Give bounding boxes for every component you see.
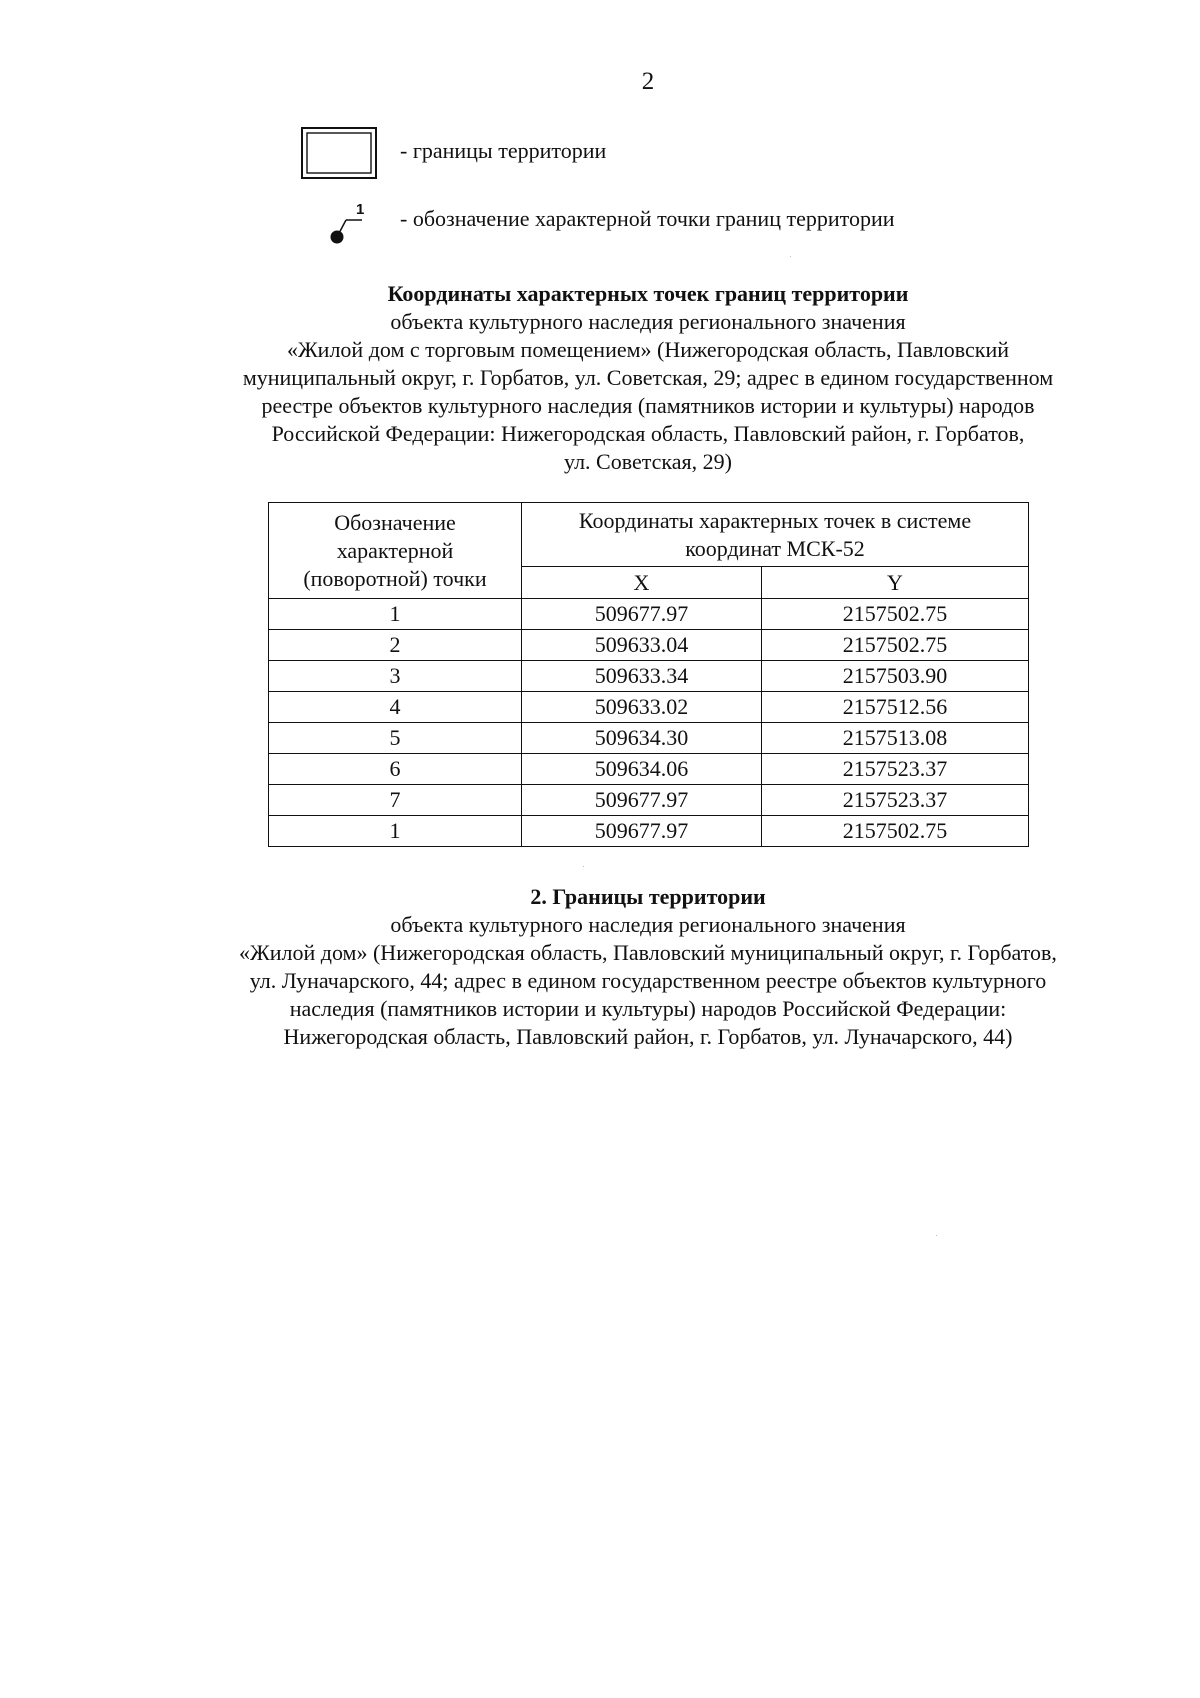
heading-line: объекта культурного наследия регионального значения bbox=[390, 912, 906, 937]
legend-text-boundary: - границы территории bbox=[400, 138, 607, 163]
y-column-header: Y bbox=[762, 567, 1029, 599]
y-cell: 2157502.75 bbox=[762, 630, 1029, 661]
point-cell: 4 bbox=[269, 692, 522, 723]
x-column-header: X bbox=[522, 567, 762, 599]
y-cell: 2157523.37 bbox=[762, 785, 1029, 816]
x-cell: 509677.97 bbox=[522, 599, 762, 630]
y-cell: 2157502.75 bbox=[762, 816, 1029, 847]
coordinates-table bbox=[268, 502, 1029, 847]
header-line: Координаты характерных точек в системе bbox=[578, 507, 972, 533]
y-cell: 2157502.75 bbox=[762, 599, 1029, 630]
scan-speck bbox=[583, 866, 584, 867]
coordinates-group-header bbox=[522, 503, 1029, 567]
heading-line: объекта культурного наследия регионального значения bbox=[390, 309, 906, 334]
point-cell: 5 bbox=[269, 723, 522, 754]
header-line: (поворотной) точки bbox=[303, 565, 487, 591]
point-cell: 6 bbox=[269, 754, 522, 785]
heading-line: «Жилой дом с торговым помещением» (Нижегородская область, Павловский bbox=[286, 337, 1010, 362]
heading-line: муниципальный округ, г. Горбатов, ул. Советская, 29; адрес в едином государственном bbox=[242, 365, 1054, 390]
legend-item-boundary bbox=[300, 126, 1100, 182]
x-cell: 509633.34 bbox=[522, 661, 762, 692]
heading-line: Российской Федерации: Нижегородская область, Павловский район, г. Горбатов, bbox=[271, 421, 1025, 446]
page-number: 2 bbox=[641, 68, 655, 95]
coordinates-heading bbox=[150, 280, 1146, 476]
table-row bbox=[269, 692, 1029, 723]
point-cell: 7 bbox=[269, 785, 522, 816]
point-marker-icon bbox=[300, 196, 380, 252]
heading-line: реестре объектов культурного наследия (памятников истории и культуры) народов bbox=[261, 393, 1035, 418]
scan-speck bbox=[790, 256, 791, 257]
x-cell: 509677.97 bbox=[522, 785, 762, 816]
heading-line: наследия (памятников истории и культуры) народов Российской Федерации: bbox=[289, 996, 1007, 1021]
x-cell: 509677.97 bbox=[522, 816, 762, 847]
header-line: характерной bbox=[336, 537, 454, 563]
heading-line: «Жилой дом» (Нижегородская область, Павловский муниципальный округ, г. Горбатов, bbox=[239, 940, 1057, 965]
table-row bbox=[269, 785, 1029, 816]
table-row bbox=[269, 630, 1029, 661]
point-cell: 1 bbox=[269, 599, 522, 630]
legend-text-point: - обозначение характерной точки границ территории bbox=[400, 206, 895, 231]
point-label-header bbox=[269, 503, 522, 599]
header-line: координат МСК-52 bbox=[685, 535, 865, 561]
header-line: Обозначение bbox=[334, 509, 456, 535]
y-cell: 2157503.90 bbox=[762, 661, 1029, 692]
heading-line: ул. Советская, 29) bbox=[564, 449, 732, 474]
x-cell: 509633.02 bbox=[522, 692, 762, 723]
point-cell: 3 bbox=[269, 661, 522, 692]
table-row bbox=[269, 816, 1029, 847]
heading-line: Нижегородская область, Павловский район, г. Горбатов, ул. Луначарского, 44) bbox=[283, 1024, 1013, 1049]
y-cell: 2157513.08 bbox=[762, 723, 1029, 754]
territory-boundaries-heading bbox=[150, 883, 1146, 1051]
point-cell: 1 bbox=[269, 816, 522, 847]
heading-line: ул. Луначарского, 44; адрес в едином государственном реестре объектов культурного bbox=[249, 968, 1047, 993]
table-row bbox=[269, 661, 1029, 692]
y-cell: 2157523.37 bbox=[762, 754, 1029, 785]
point-marker-label: 1 bbox=[356, 201, 365, 218]
table-row bbox=[269, 754, 1029, 785]
x-cell: 509633.04 bbox=[522, 630, 762, 661]
y-cell: 2157512.56 bbox=[762, 692, 1029, 723]
legend-item-point bbox=[300, 196, 1100, 252]
coordinates-heading-title: Координаты характерных точек границ территории bbox=[387, 281, 909, 306]
x-cell: 509634.30 bbox=[522, 723, 762, 754]
table-row bbox=[269, 723, 1029, 754]
table-row bbox=[269, 599, 1029, 630]
scan-speck bbox=[936, 1235, 937, 1236]
point-cell: 2 bbox=[269, 630, 522, 661]
x-cell: 509634.06 bbox=[522, 754, 762, 785]
territory-boundary-icon bbox=[300, 126, 380, 182]
territory-boundaries-title: 2. Границы территории bbox=[530, 884, 766, 909]
